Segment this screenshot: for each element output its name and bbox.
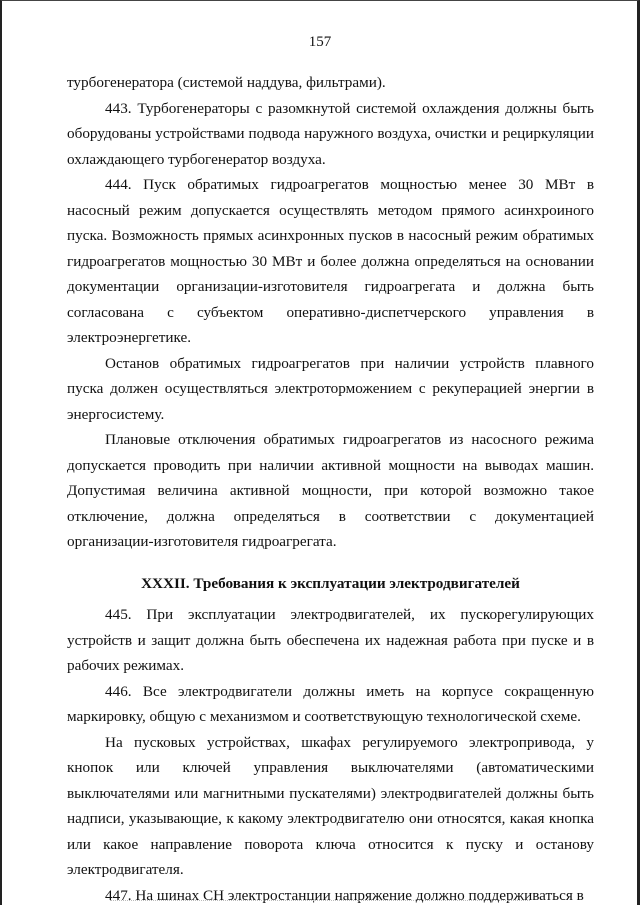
paragraph-447: 447. На шинах СН электростанции напряжение должно поддерживаться в	[67, 883, 594, 908]
paragraph-continuation: турбогенератора (системой наддува, фильтрами).	[67, 70, 594, 96]
paragraph-446: 446. Все электродвигатели должны иметь на корпусе сокращенную маркировку, общую с механизмом и соответствующую технологической схеме.	[67, 679, 594, 730]
page-number: 157	[0, 34, 640, 51]
section-gap	[67, 555, 594, 561]
document-body	[67, 70, 594, 908]
section-heading: XXXII. Требования к эксплуатации электродвигателей	[67, 571, 594, 597]
paragraph-labels: На пусковых устройствах, шкафах регулируемого электропривода, у кнопок или ключей управления выключателями (автоматическими выключателями или магнитными пускателями) электродвигателей должны быть надписи, указывающие, к какому электродвигателю они относятся, какая кнопка или какое направление поворота ключа относится к пуску и останову электродвигателя.	[67, 730, 594, 883]
paragraph-planned-shutdown: Плановые отключения обратимых гидроагрегатов из насосного режима допускается проводить при наличии активной мощности на выводах машин. Допустимая величина активной мощности, при которой возможно такое отключение, должна определяться в соответствии с документацией организации-изготовителя гидроагрегата.	[67, 427, 594, 555]
paragraph-443: 443. Турбогенераторы с разомкнутой системой охлаждения должны быть оборудованы устройствами подвода наружного воздуха, очистки и рециркуляции охлаждающего турбогенератор воздуха.	[67, 96, 594, 173]
scan-edge-mark	[110, 899, 530, 901]
paragraph-445: 445. При эксплуатации электродвигателей, их пускорегулирующих устройств и защит должна быть обеспечена их надежная работа при пуске и в рабочих режимах.	[67, 602, 594, 679]
paragraph-stop-pumped-storage: Останов обратимых гидроагрегатов при наличии устройств плавного пуска должен осуществляться электроторможением с рекуперацией энергии в энергосистему.	[67, 351, 594, 428]
paragraph-444: 444. Пуск обратимых гидроагрегатов мощностью менее 30 МВт в насосный режим допускается осуществлять методом прямого асинхроиного пуска. Возможность прямых асинхронных пусков в насосный режим обратимых гидроагрегатов мощностью 30 МВт и более должна определяться на основании документации организации-изготовителя гидроагрегата и должна быть согласована с субъектом оперативно-диспетчерского управления в электроэнергетике.	[67, 172, 594, 351]
